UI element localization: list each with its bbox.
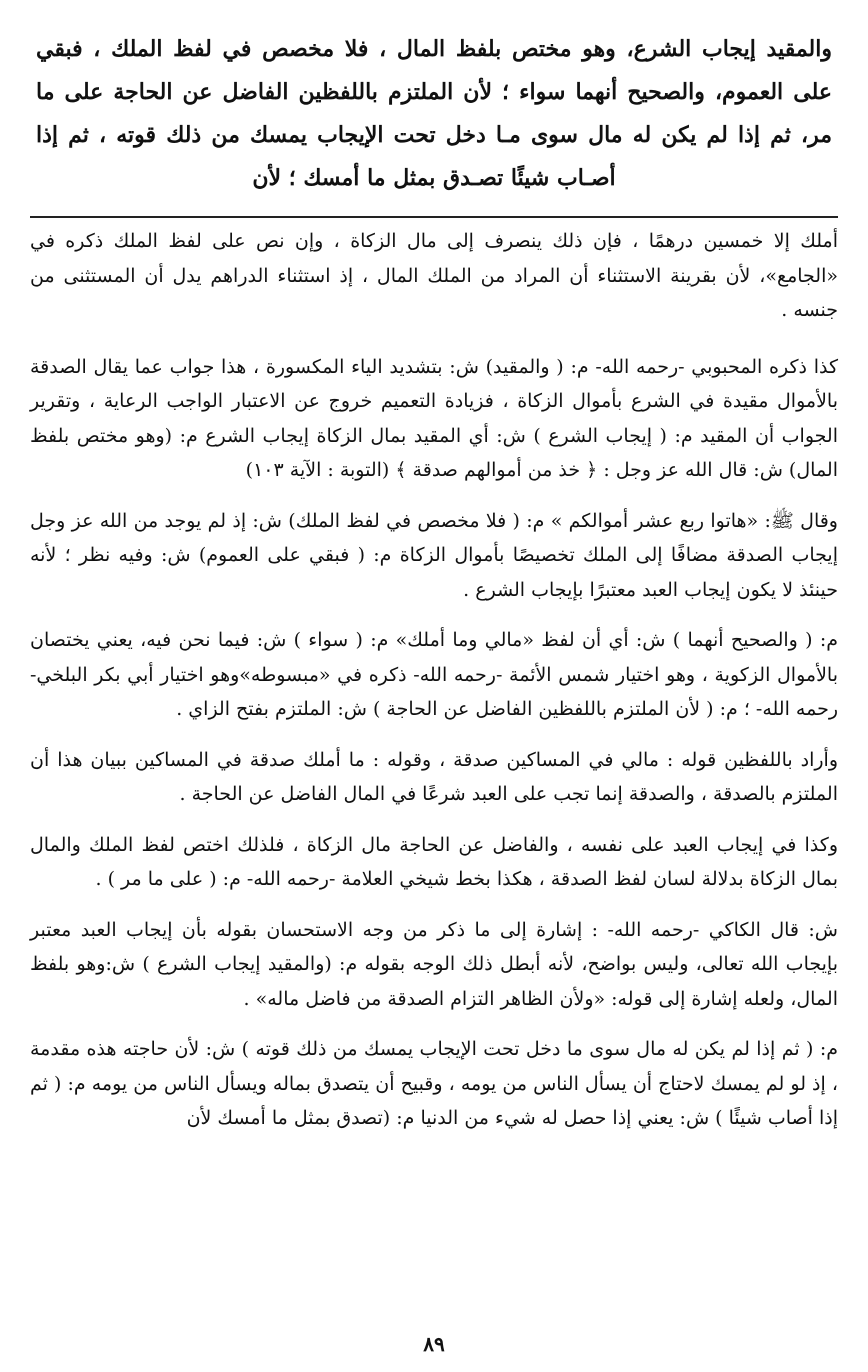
commentary-paragraph: كذا ذكره المحبوبي -رحمه الله- م: ( والمقيد) ش: بتشديد الياء المكسورة ، هذا جواب عما يقال الصدقة بالأموال مقيدة في الشرع بأموال الزكاة ، فزيادة التعميم خروج عن الاعتبار الواجب الرعاية ، وتقرير الجواب أن المقيد م: ( إيجاب الشرع ) ش: أي المقيد بمال الزكاة إيجاب الشرع م: (وهو مختص بلفظ المال) ش: قال الله عز وجل : ﴿ خذ من أموالهم صدقة ﴾ (التوبة : الآية ١٠٣) (30, 355, 838, 481)
commentary-paragraph: أملك إلا خمسين درهمًا ، فإن ذلك ينصرف إلى مال الزكاة ، وإن نص على لفظ الملك ذكره في «الجامع»، لأن بقرينة الاستثناء أن المراد من الملك المال ، إذ استثناء الدراهم يدل أن المستثنى من جنسه . (30, 230, 838, 321)
commentary-paragraph: وقال ﷺ: «هاتوا ربع عشر أموالكم » م: ( فلا مخصص في لفظ الملك) ش: إذ لم يوجد من الله عز وجل إيجاب الصدقة مضافًا إلى الملك تخصيصًا بأموال الزكاة م: ( فبقي على العموم) ش: وفيه نظر ؛ لأنه حينئذ لا يكون إيجاب العبد معتبرًا بإيجاب الشرع . (30, 509, 838, 601)
commentary-paragraph: ش: قال الكاكي -رحمه الله- : إشارة إلى ما ذكر من وجه الاستحسان بقوله بأن إيجاب العبد معتبر بإيجاب الله تعالى، وليس بواضح، لأنه أبطل ذلك الوجه بقوله م: (والمقيد إيجاب الشرع ) ش:وهو بلفظ المال، ولعله إشارة إلى قوله: «ولأن الظاهر التزام الصدقة من فاضل ماله» . (30, 918, 838, 1010)
commentary-paragraph: م: ( والصحيح أنهما ) ش: أي أن لفظ «مالي وما أملك» م: ( سواء ) ش: فيما نحن فيه، يعني يختصان بالأموال الزكوية ، وهو اختيار شمس الأئمة -رحمه الله- ذكره في «مبسوطه»وهو اختيار أبي بكر البلخي-رحمه الله- ؛ م: ( لأن الملتزم باللفظين الفاضل عن الحاجة ) ش: الملتزم بفتح الزاي . (30, 629, 838, 720)
commentary-paragraph: وأراد باللفظين قوله : مالي في المساكين صدقة ، وقوله : ما أملك صدقة في المساكين ببيان هذا أن الملتزم بالصدقة ، والصدقة إنما تجب على العبد شرعًا في المال الفاضل عن الحاجة . (30, 748, 838, 805)
commentary (30, 224, 838, 1136)
main-text: والمقيد إيجاب الشرع، وهو مختص بلفظ المال ، فلا مخصص في لفظ الملك ، فبقي على العموم، والصحيح أنهما سواء ؛ لأن الملتزم باللفظين الفاضل عن الحاجة على ما مر، ثم إذا لم يكن له مال سوى مـا دخل تحت الإيجاب يمسك من ذلك قوته ، ثم إذا أصـاب شيئًا تصـدق بمثل ما أمسك ؛ لأن (36, 36, 832, 191)
page-number: ٨٩ (423, 1332, 445, 1356)
commentary-paragraph: م: ( ثم إذا لم يكن له مال سوى ما دخل تحت الإيجاب يمسك من ذلك قوته ) ش: لأن حاجته هذه مقدمة ، إذ لو لم يمسك لاحتاج أن يسأل الناس من يومه ، وقبيح أن يتصدق بماله ويسأل الناس من يومه م: ( ثم إذا أصاب شيئًا ) ش: يعني إذا حصل له شيء من الدنيا م: (تصدق بمثل ما أمسك لأن (30, 1038, 838, 1129)
commentary-paragraph: وكذا في إيجاب العبد على نفسه ، والفاضل عن الحاجة مال الزكاة ، فلذلك اختص لفظ الملك والمال بمال الزكاة بدلالة لسان لفظ الصدقة ، هكذا بخط شيخي العلامة -رحمه الله- م: ( على ما مر ) . (30, 833, 838, 890)
footnote-divider (30, 216, 838, 218)
